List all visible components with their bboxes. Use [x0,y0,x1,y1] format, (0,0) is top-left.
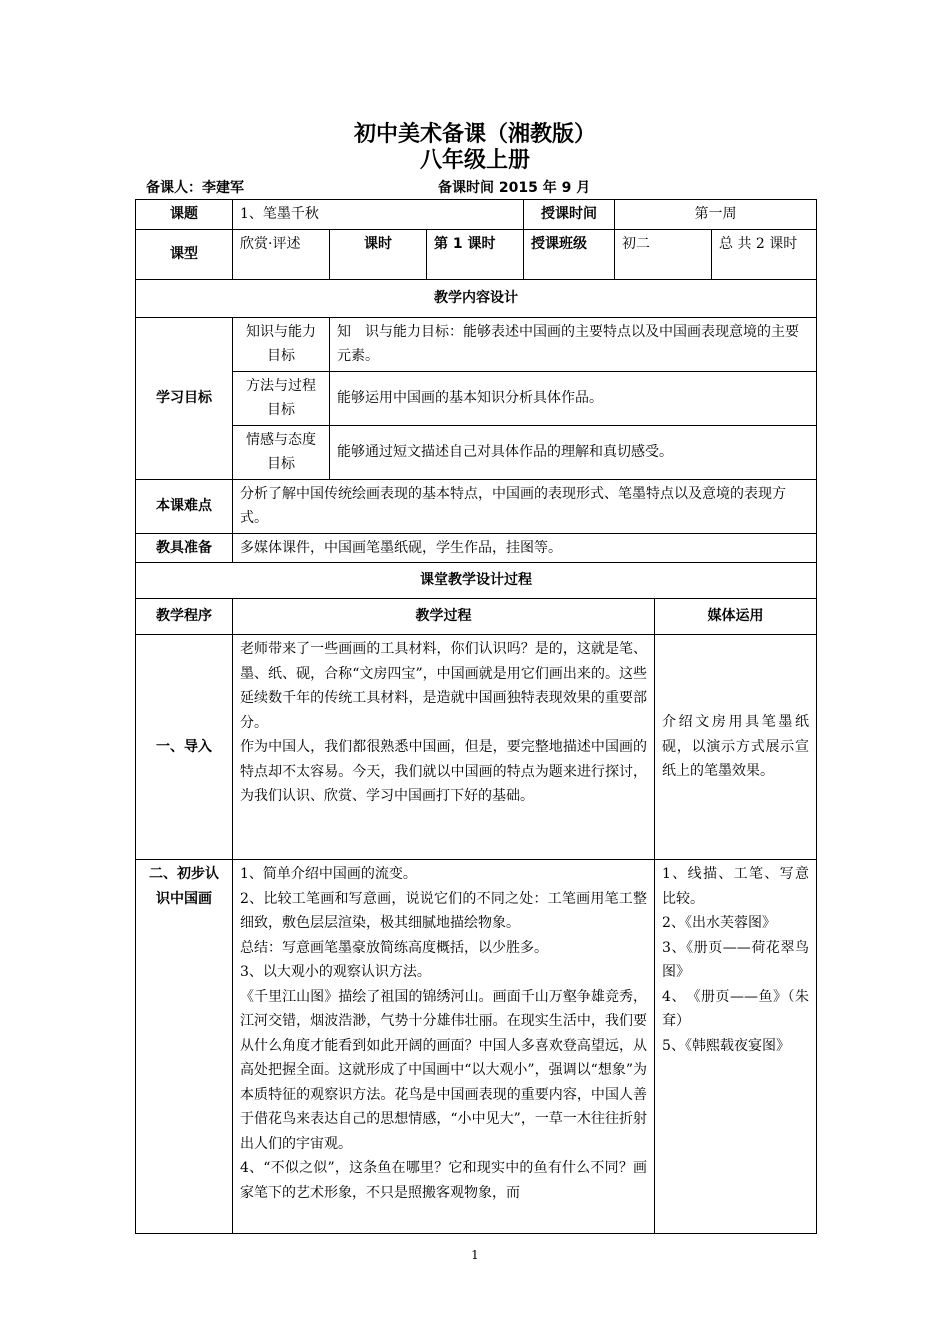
goal-name: 方法与过程目标 [233,371,330,425]
prep-time: 备课时间 2015 年 9 月 [438,180,591,196]
column-process: 教学过程 [233,599,655,635]
step-row-intro-chinese-painting [136,860,817,1234]
step-row-intro [136,635,817,860]
step-name: 一、导入 [136,635,233,860]
tools-text: 多媒体课件，中国画笔墨纸砚，学生作品，挂图等。 [233,533,817,563]
total-hours: 总 共 2 课时 [712,229,817,279]
goals-label: 学习目标 [136,317,233,479]
page-number: 1 [471,1248,479,1262]
process-paragraph: 3、以大观小的观察认识方法。 [240,964,431,980]
process-paragraph: 《千里江山图》描绘了祖国的锦绣河山。画面千山万壑争雄竞秀，江河交错，烟波浩渺，气势十分雄伟壮丽。在现实生活中，我们要从什么角度才能看到如此开阔的画面？中国人多喜欢登高望远，从高处把握全面。这就形成了中国画中“以大观小”，强调以“想象”为本质特征的观察识方法。花鸟是中国画表现的重要内容，中国人善于借花鸟来表达自己的思想情感，“小中见大”，一草一木往往折射出人们的宇宙观。 [240,988,648,1152]
media-item: 2、《出水芙蓉图》 [662,915,776,931]
goal-row-knowledge [136,317,817,371]
topic-row [136,200,817,230]
time-value: 第一周 [615,200,817,230]
time-label: 授课时间 [524,200,615,230]
process-paragraph: 4、“不似之似”，这条鱼在哪里？它和现实中的鱼有什么不同？画家笔下的艺术形象，不只是照搬客观物象，而 [240,1160,648,1201]
goal-row-emotion [136,425,817,479]
process-paragraph: 2、比较工笔画和写意画，说说它们的不同之处：工笔画用笔工整细致，敷色层层渲染，极其细腻地描绘物象。 [240,890,648,931]
media-item: 4、 《册页——鱼》（朱耷） [662,988,810,1029]
step-process [233,635,655,860]
media-item: 5、《韩熙载夜宴图》 [662,1037,790,1054]
class-value: 初二 [615,229,712,279]
goal-text: 能够运用中国画的基本知识分析具体作品。 [330,371,817,425]
media-item: 介绍文房用具笔墨纸砚，以演示方式展示宣纸上的笔墨效果。 [662,714,810,780]
process-paragraph: 作为中国人，我们都很熟悉中国画，但是，要完整地描述中国画的特点却不太容易。今天，我们就以中国画的特点为题来进行探讨，为我们认识、欣赏、学习中国画打下好的基础。 [240,739,648,804]
difficulty-text: 分析了解中国传统绘画表现的基本特点，中国画的表现形式、笔墨特点以及意境的表现方式。 [233,479,817,533]
difficulty-row [136,479,817,533]
preparer: 备课人：李建军 [146,180,244,196]
goal-text: 知 识与能力目标：能够表述中国画的主要特点以及中国画表现意境的主要元素。 [330,317,817,371]
design-header-row [136,279,817,317]
type-row [136,229,817,279]
media-item: 3、《册页——荷花翠鸟图》 [662,939,810,980]
process-header-row [136,563,817,599]
design-header: 教学内容设计 [136,279,817,317]
topic-label: 课题 [136,200,233,230]
goal-row-method [136,371,817,425]
process-paragraph: 老师带来了一些画画的工具材料，你们认识吗？是的，这就是笔、墨、纸、砚，合称“文房四宝”，中国画就是用它们画出来的。这些延续数千年的传统工具材料，是造就中国画独特表现效果的重要部分。 [240,641,648,731]
type-label: 课型 [136,229,233,279]
difficulty-label: 本课难点 [136,479,233,533]
lesson-plan-table [135,199,817,1234]
doc-subtitle: 八年级上册 [419,148,530,173]
type-value: 欣赏·评述 [233,229,330,279]
column-step: 教学程序 [136,599,233,635]
step-media [655,635,817,860]
step-name: 二、初步认识中国画 [136,860,233,1234]
hour-label: 课时 [330,229,427,279]
media-item: 1、线描、工笔、写意比较。 [662,866,810,907]
topic-value: 1、笔墨千秋 [233,200,524,230]
tools-row [136,533,817,563]
doc-title: 初中美术备课（湘教版） [353,122,596,147]
hour-value: 第 1 课时 [427,229,524,279]
process-header: 课堂教学设计过程 [136,563,817,599]
column-media: 媒体运用 [655,599,817,635]
step-process [233,860,655,1234]
goal-name: 情感与态度目标 [233,425,330,479]
tools-label: 教具准备 [136,533,233,563]
goal-name: 知识与能力目标 [233,317,330,371]
step-media [655,860,817,1234]
process-paragraph: 1、简单介绍中国画的流变。 [240,866,417,882]
class-label: 授课班级 [524,229,615,279]
process-paragraph: 总结：写意画笔墨豪放简练高度概括，以少胜多。 [240,939,548,956]
columns-row [136,599,817,635]
goal-text: 能够通过短文描述自己对具体作品的理解和真切感受。 [330,425,817,479]
